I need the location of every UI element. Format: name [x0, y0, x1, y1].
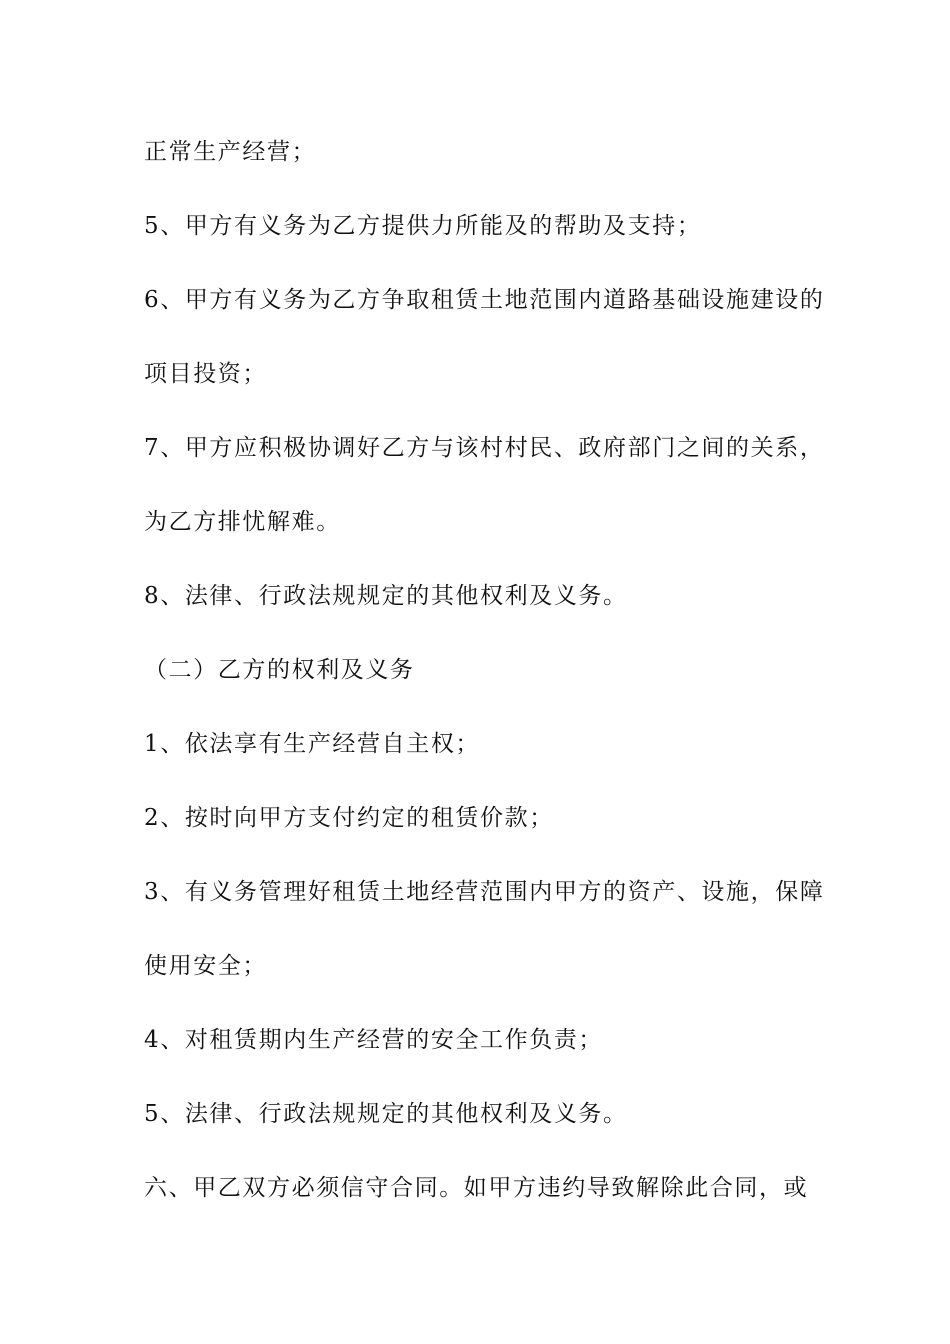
- text-line: 5、甲方有义务为乙方提供力所能及的帮助及支持；: [144, 213, 702, 239]
- text-line: 4、对租赁期内生产经营的安全工作负责；: [144, 1027, 604, 1053]
- section-heading: （二）乙方的权利及义务: [144, 657, 415, 683]
- text-line: 3、有义务管理好租赁土地经营范围内甲方的资产、设施，保障: [144, 879, 825, 905]
- text-line: 7、甲方应积极协调好乙方与该村村民、政府部门之间的关系，: [144, 435, 825, 461]
- text-line: 六、甲乙双方必须信守合同。如甲方违约导致解除此合同，或: [144, 1175, 809, 1201]
- text-line: 为乙方排忧解难。: [144, 509, 341, 535]
- text-line: 正常生产经营；: [144, 139, 317, 165]
- text-line: 项目投资；: [144, 361, 267, 387]
- text-line: 2、按时向甲方支付约定的租赁价款；: [144, 805, 554, 831]
- text-line: 6、甲方有义务为乙方争取租赁土地范围内道路基础设施建设的: [144, 287, 825, 313]
- text-line: 5、法律、行政法规规定的其他权利及义务。: [144, 1101, 628, 1127]
- text-line: 1、依法享有生产经营自主权；: [144, 731, 481, 757]
- document-body: [144, 130, 825, 1240]
- text-line: 使用安全；: [144, 953, 267, 979]
- text-line: 8、法律、行政法规规定的其他权利及义务。: [144, 583, 628, 609]
